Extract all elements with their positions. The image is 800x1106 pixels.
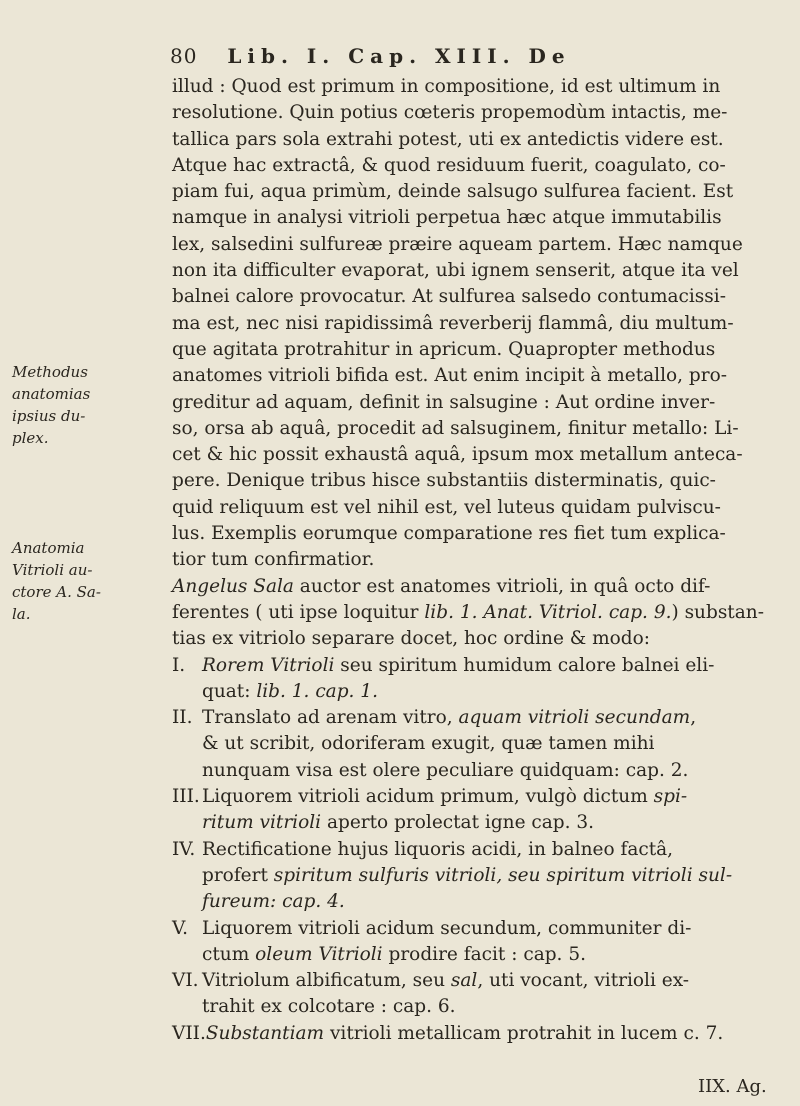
text-line: pere. Denique tribus hisce substantiis disterminatis, quic-	[172, 470, 716, 492]
text-line: tias ex vitriolo separare docet, hoc ordine & modo:	[172, 628, 651, 650]
paragraph-1	[172, 74, 772, 574]
text-run: , uti vocant, vitrioli ex-	[477, 970, 690, 992]
text-line	[172, 889, 772, 915]
running-header	[170, 44, 630, 68]
author-name: Angelus Sala	[172, 575, 294, 597]
item-number: I.	[172, 654, 186, 676]
text-line: balnei calore provocatur. At sulfurea salsedo contumacissi-	[172, 286, 726, 308]
text-line	[172, 705, 772, 731]
text-run: ctum	[202, 943, 256, 965]
text-run: ferentes ( uti ipse loquitur	[172, 601, 425, 623]
text-line: que agitata protrahitur in apricum. Quapropter methodus	[172, 338, 716, 360]
text-run: aquam vitrioli secundam	[458, 707, 691, 729]
margin-line: Methodus	[12, 363, 88, 381]
text-line: trahit ex colcotare : cap. 6.	[202, 996, 456, 1018]
text-run: Rectificatione hujus liquoris acidi, in balneo factâ,	[202, 838, 674, 860]
text-run: quat:	[202, 680, 257, 702]
item-number: II.	[172, 707, 193, 729]
text-line: namque in analysi vitrioli perpetua hæc atque immutabilis	[172, 207, 722, 229]
text-line	[172, 863, 772, 889]
margin-line: anatomias	[12, 385, 91, 403]
text-line: tallica pars sola extrahi potest, uti ex antedictis videre est.	[172, 128, 724, 150]
text-line: non ita difficulter evaporat, ubi ignem senserit, atque ita vel	[172, 260, 739, 282]
text-run: seu spiritum humidum calore balnei eli-	[334, 654, 715, 676]
item-number: V.	[172, 917, 189, 939]
paragraph-2	[172, 574, 772, 653]
text-run: ritum vitrioli	[202, 812, 322, 834]
margin-note-method	[12, 361, 91, 449]
text-line	[172, 679, 772, 705]
text-line: cet & hic possit exhaustâ aquâ, ipsum mox metallum anteca-	[172, 444, 743, 466]
text-run: Translato ad arenam vitro,	[202, 707, 459, 729]
text-line	[172, 1021, 772, 1047]
text-run: ) substan-	[671, 601, 764, 623]
text-line	[172, 837, 772, 863]
item-number: VII.	[172, 1022, 206, 1044]
margin-line: plex.	[12, 429, 49, 447]
list-item	[172, 1021, 772, 1047]
text-line: greditur ad aquam, definit in salsugine : Aut ordine inver-	[172, 391, 716, 413]
item-number: IV.	[172, 838, 196, 860]
margin-note-sala	[12, 537, 101, 625]
numbered-list	[172, 653, 772, 1047]
margin-line: Vitrioli au-	[12, 561, 93, 579]
text-run: vitrioli metallicam protrahit in lucem c. 7.	[324, 1022, 724, 1044]
text-line	[172, 942, 772, 968]
list-item	[172, 837, 772, 916]
text-line: piam fui, aqua primùm, deinde salsugo sulfurea facient. Est	[172, 181, 734, 203]
text-line	[172, 574, 772, 600]
text-line	[172, 968, 772, 994]
text-run: spi-	[653, 786, 688, 808]
list-item	[172, 653, 772, 706]
list-item	[172, 916, 772, 969]
text-run: ,	[690, 707, 697, 729]
text-run: Liquorem vitrioli acidum secundum, communiter di-	[202, 917, 692, 939]
text-run: aperto prolectat igne cap. 3.	[321, 812, 595, 834]
page-number: 80	[170, 44, 198, 68]
text-line	[172, 916, 772, 942]
text-line	[172, 784, 772, 810]
running-title: Lib. I. Cap. XIII. De	[227, 44, 571, 68]
text-line: so, orsa ab aquâ, procedit ad salsuginem, finitur metallo: Li-	[172, 417, 739, 439]
text-line: tior tum confirmatior.	[172, 549, 375, 571]
item-number: VI.	[172, 970, 199, 992]
margin-line: ipsius du-	[12, 407, 86, 425]
text-run: spiritum sulfuris vitrioli, seu spiritum vitrioli sul-	[273, 864, 733, 886]
text-run: oleum Vitrioli	[255, 943, 383, 965]
text-line: quid reliquum est vel nihil est, vel luteus quidam pulviscu-	[172, 496, 721, 518]
text-line: & ut scribit, odoriferam exugit, quæ tamen mihi	[202, 733, 655, 755]
text-line: lus. Exemplis eorumque comparatione res fiet tum explica-	[172, 523, 726, 545]
text-run: prodire facit : cap. 5.	[382, 943, 586, 965]
text-line: resolutione. Quin potius cœteris propemodùm intactis, me-	[172, 102, 728, 124]
text-line: anatomes vitrioli bifida est. Aut enim incipit à metallo, pro-	[172, 365, 727, 387]
catchword: IIX. Ag.	[698, 1076, 767, 1097]
text-line: nunquam visa est olere peculiare quidquam: cap. 2.	[202, 759, 689, 781]
margin-line: la.	[12, 605, 31, 623]
text-line: illud : Quod est primum in compositione, id est ultimum in	[172, 76, 721, 97]
margin-line: ctore A. Sa-	[12, 583, 101, 601]
list-item	[172, 705, 772, 784]
text-line: Atque hac extractâ, & quod residuum fuerit, coagulato, co-	[172, 154, 726, 176]
text-run: Liquorem vitrioli acidum primum, vulgò dictum	[202, 786, 654, 808]
text-line	[172, 810, 772, 836]
text-run: Vitriolum albificatum, seu	[202, 970, 451, 992]
text-run: Rorem Vitrioli	[202, 654, 335, 676]
list-item	[172, 968, 772, 1021]
text-line	[172, 653, 772, 679]
text-run: Substantiam	[205, 1022, 325, 1044]
text-run: auctor est anatomes vitrioli, in quâ octo dif-	[293, 575, 711, 597]
item-number: III.	[172, 786, 200, 808]
text-line: lex, salsedini sulfureæ præire aqueam partem. Hæc namque	[172, 233, 743, 255]
list-item	[172, 784, 772, 837]
text-run: lib. 1. cap. 1.	[256, 680, 378, 702]
main-text	[172, 74, 772, 1047]
text-run: profert	[202, 864, 274, 886]
text-run: sal	[450, 970, 478, 992]
citation: lib. 1. Anat. Vitriol. cap. 9.	[424, 601, 672, 623]
text-line: ma est, nec nisi rapidissimâ reverberij flammâ, diu multum-	[172, 312, 734, 334]
margin-line: Anatomia	[12, 539, 85, 557]
text-run: fureum: cap. 4.	[202, 891, 345, 913]
text-line	[172, 600, 772, 626]
